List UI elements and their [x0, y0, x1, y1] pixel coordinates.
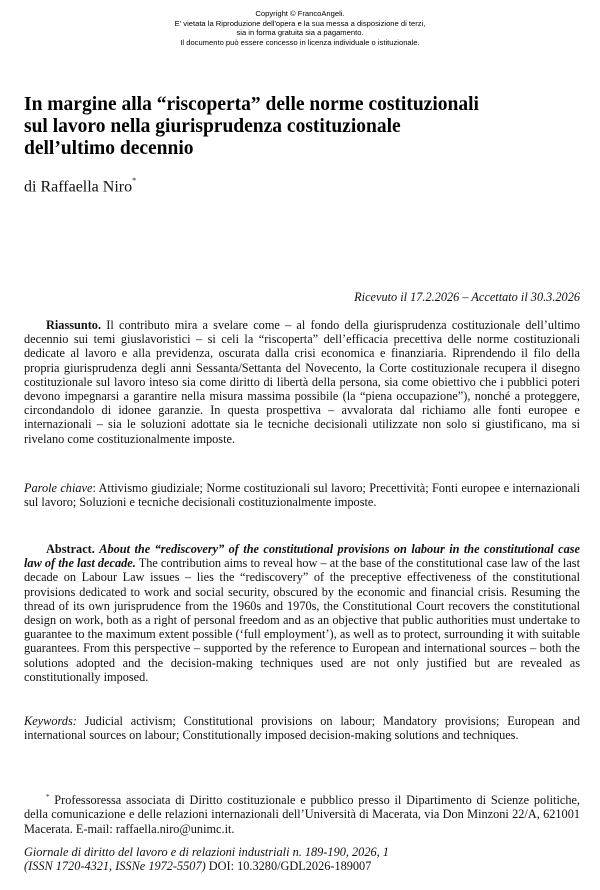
riassunto-label: Riassunto. [46, 318, 102, 332]
title-line: dell’ultimo decennio [24, 138, 194, 159]
article-author [24, 178, 136, 196]
author-footnote [24, 790, 580, 836]
copyright-line: Copyright © FrancoAngeli. [255, 9, 345, 18]
footnote-text: Professoressa associata di Diritto costituzionale e pubblico presso il Dipartimento di Scienze politiche, della comunicazione e delle relazioni internazionali dell’Università di Macerata, via Don Minzoni 22/A, 621001 Macerata. E-mail: raffaella.niro@unimc.it. [24, 793, 580, 836]
parole-chiave-text: : Attivismo giudiziale; Norme costituzionali sul lavoro; Precettività; Fonti europee e internazionali sul lavoro; Soluzioni e tecniche decisionali costituzionalmente imposte. [24, 481, 580, 510]
parole-chiave-paragraph [24, 481, 580, 509]
author-footnote-mark: * [132, 176, 137, 185]
journal-line: Giornale di diritto del lavoro e di relazioni industriali n. 189-190, 2026, 1 [24, 845, 389, 859]
author-name: di Raffaella Niro [24, 178, 133, 196]
footnote-mark: * [46, 793, 50, 801]
abstract-title: About the “rediscovery” of the constitutional provisions on labour in the constitutional case law of the last decade. [24, 542, 580, 571]
journal-doi: DOI: 10.3280/GDL2026-189007 [205, 859, 372, 874]
journal-issn-doi-line [24, 859, 580, 873]
parole-chiave-label: Parole chiave [24, 481, 93, 495]
article-title [24, 94, 584, 160]
keywords-label: Keywords: [24, 714, 77, 728]
title-line: sul lavoro nella giurisprudenza costituzionale [24, 116, 401, 137]
copyright-notice [0, 9, 600, 47]
keywords-text: Judicial activism; Constitutional provisions on labour; Mandatory provisions; European and international sources on labour; Constitutionally imposed decision-making solutions and techniques. [24, 714, 580, 743]
title-line: In margine alla “riscoperta” delle norme costituzionali [24, 94, 479, 115]
journal-citation [24, 845, 580, 873]
copyright-line: Il documento può essere concesso in licenza individuale o istituzionale. [180, 37, 420, 47]
abstract-label: Abstract. [46, 542, 95, 556]
abstract-paragraph [24, 542, 580, 684]
riassunto-text: Il contributo mira a svelare come – al fondo della giurisprudenza costituzionale dell’ultimo decennio sui temi giuslavoristici – si celi la “riscoperta” dell’efficacia precettiva delle norme costituzionali dedicate al lavoro e alla previdenza, oscurata dalla crisi economica e finanziaria. Riprendendo il filo della propria giurisprudenza degli anni Sessanta/Settanta del Novecento, la Corte costituzionale recupera il disegno costituzionale sul lavoro inteso sia come diritto di libertà della persona, sia come obiettivo che i pubblici poteri devono impegnarsi a garantire nella misura massima possibile (la “piena occupazione”), nonché a proteggere, circondandolo di idonee garanzie. In questa prospettiva – avvalorata dal richiamo alle fonti europee e internazionali – sia le soluzioni adottate sia le tecniche decisionali utilizzate non solo si giustificano, ma si rivelano come costituzionalmente imposte. [24, 318, 581, 446]
abstract-text: The contribution aims to reveal how – at the base of the constitutional case law of the last decade on Labour Law issues – lies the “rediscovery” of the preceptive effectiveness of the constitutional provisions dedicated to work and social security, obscured by the economic and financial crisis. Resuming the thread of its own jurisprudence from the 1960s and 1970s, the Constitutional Court recovers the constitutional design on work, both as a right of personal freedom and as an objective that public authorities must undertake to guarantee to the maximum extent possible (‘full employment’), as well as to protect, surrounding it with suitable guarantees. From this perspective – supported by the reference to European and international sources – both the solutions adopted and the decision-making techniques used are not only justified but are revealed as constitutionally imposed. [24, 556, 580, 684]
keywords-paragraph [24, 714, 580, 742]
received-accepted-dates: Ricevuto il 17.2.2026 – Accettato il 30.3.2026 [354, 290, 580, 304]
copyright-line: E' vietata la Riproduzione dell'opera e la sua messa a disposizione di terzi, [174, 18, 426, 28]
copyright-line: sia in forma gratuita sia a pagamento. [236, 28, 364, 38]
journal-issn: (ISSN 1720-4321, ISSNe 1972-5507) [24, 859, 206, 874]
riassunto-paragraph [24, 318, 580, 446]
